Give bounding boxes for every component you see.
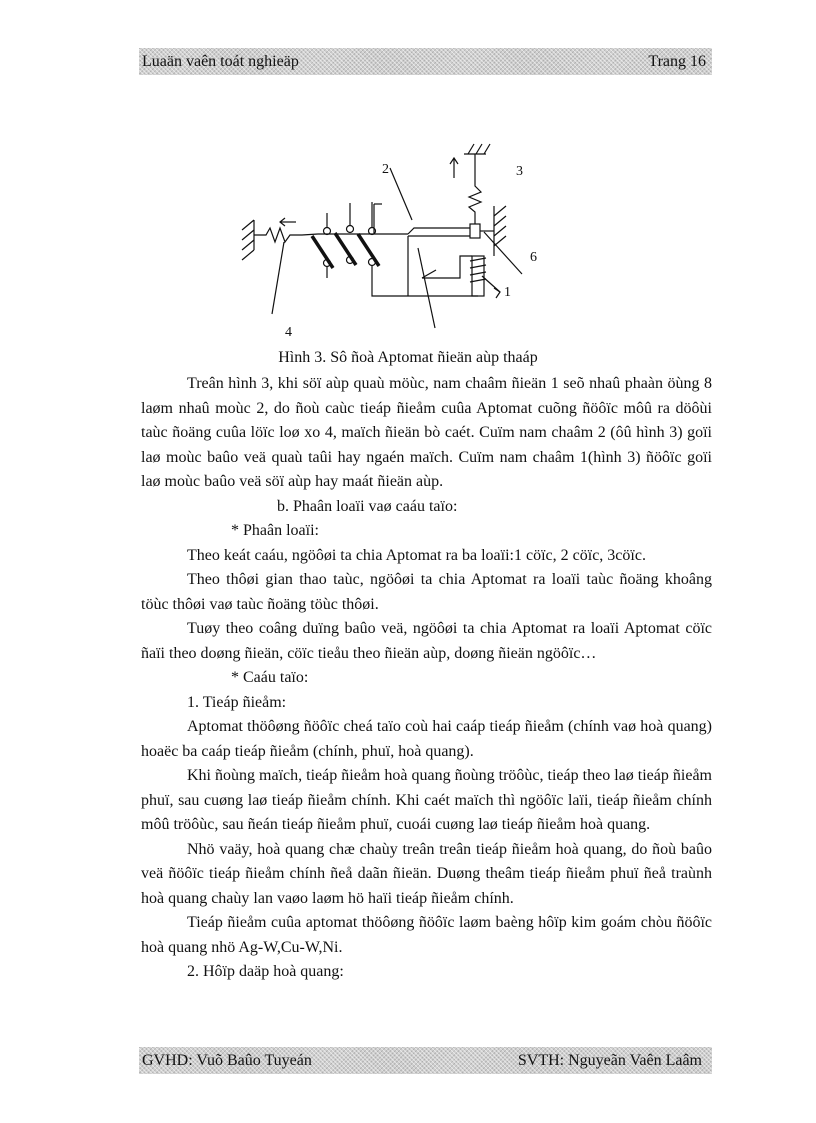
subheading: * Phaân loaïi:: [231, 522, 319, 539]
paragraph: Aptomat thöôøng ñöôïc cheá taïo coù hai caáp tieáp ñieåm (chính vaø hoà quang) hoaëc ba caáp tieáp ñieåm (chính, phuï, hoà quang).: [141, 718, 712, 760]
footer-advisor: GVHD: Vuõ Baûo Tuyeán: [142, 1052, 312, 1069]
paragraph: Khi ñoùng maïch, tieáp ñieåm hoà quang ñoùng tröôùc, tieáp theo laø tieáp ñieåm phuï, sau cuøng laø tieáp ñieåm chính. Khi caét maïch thì ngöôïc laïi, tieáp ñieåm chính môû tröôùc, sau ñeán tieáp ñieåm phuï, cuoái cuøng laø tieáp ñieåm hoà quang.: [141, 767, 712, 833]
subheading: 1. Tieáp ñieåm:: [187, 693, 287, 711]
body-text: [141, 372, 712, 985]
paragraph: Treân hình 3, khi söï aùp quaù möùc, nam chaâm ñieän 1 seõ nhaû phaàn öùng 8 laøm nhaû moùc 2, do ñoù caùc tieáp ñieåm cuûa Aptomat cuõng ñöôïc môû ra döôùi taùc ñoäng cuûa löïc loø xo 4, maïch ñieän bò caét. Cuïm nam chaâm 2 (ôû hình 3) goïi laø moùc baûo veä quaù taûi hay ngaén maïch. Cuïm nam chaâm 1(hình 3) ñöôïc goïi laø moùc baûo veä söï aùp hay maát ñieän aùp.: [141, 375, 712, 490]
label-1: 1: [504, 285, 511, 300]
paragraph: Nhö vaäy, hoà quang chæ chaùy treân treân tieáp ñieåm hoà quang, do ñoù baûo veä ñöôïc tieáp ñieåm chính ñeå daãn ñieän. Duøng theâm tieáp ñieåm phuï ñeå traùnh hoà quang chaùy lan vaøo laøm hö haïi tieáp ñieåm chính.: [141, 840, 712, 907]
figure-caption: Hình 3. Sô ñoà Aptomat ñieän aùp thaáp: [278, 349, 538, 366]
page-number: Trang 16: [648, 53, 706, 70]
label-2: 2: [382, 162, 389, 177]
page-footer: [139, 1047, 712, 1074]
subheading: 2. Hôïp daäp hoà quang:: [187, 963, 344, 980]
aptomat-diagram: [232, 128, 552, 348]
label-6: 6: [530, 250, 537, 265]
paragraph: Tuøy theo coâng duïng baûo veä, ngöôøi ta chia Aptomat ra loaïi Aptomat cöïc ñaïi theo doøng ñieän, cöïc tieåu theo ñieän aùp, doøng ñieän ngöôïc…: [141, 620, 712, 662]
paragraph: Tieáp ñieåm cuûa aptomat thöôøng ñöôïc laøm baèng hôïp kim goám chòu ñöôïc hoà quang nhö Ag-W,Cu-W,Ni.: [141, 914, 712, 956]
paragraph: Theo keát caáu, ngöôøi ta chia Aptomat ra ba loaïi:1 cöïc, 2 cöïc, 3cöïc.: [187, 546, 646, 564]
page-header: [139, 48, 712, 75]
paragraph: Theo thôøi gian thao taùc, ngöôøi ta chia Aptomat ra loaïi taùc ñoäng khoâng töùc thôøi vaø taùc ñoäng töùc thôøi.: [141, 571, 712, 613]
footer-student: SVTH: Nguyeãn Vaên Laâm: [517, 1052, 702, 1069]
section-heading: b. Phaân loaïi vaø caáu taïo:: [277, 497, 458, 515]
subheading: * Caáu taïo:: [231, 669, 309, 686]
label-3: 3: [516, 164, 523, 179]
header-title: Luaän vaên toát nghieäp: [142, 53, 299, 70]
label-4: 4: [285, 325, 292, 340]
